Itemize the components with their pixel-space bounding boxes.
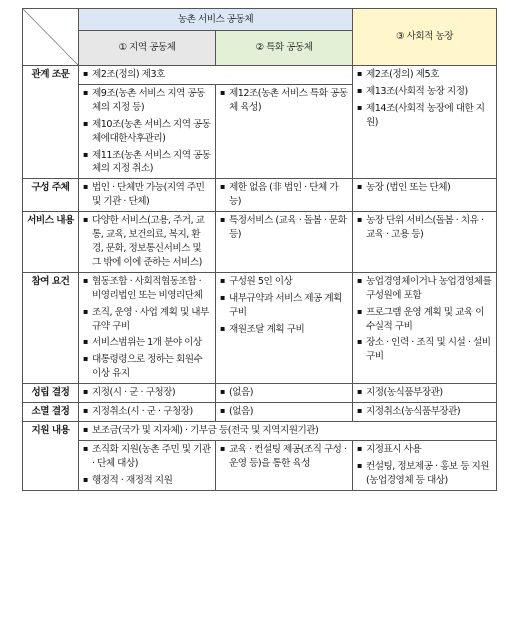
row-revoke <box>23 403 497 422</box>
cell-service-c1 <box>79 212 216 273</box>
bullet-item: ▪ 다양한 서비스(고용, 주거, 교통, 교육, 보건의료, 복지, 환경, 문화, 정보통신서비스 및 그 밖에 이에 준하는 서비스) <box>83 214 211 270</box>
row-support-shared <box>23 421 497 440</box>
bullet-item: ▪ 내부규약과 서비스 제공 계획 구비 <box>220 292 348 320</box>
cell-designate-c1 <box>79 384 216 403</box>
bullet-list <box>357 443 492 488</box>
bullet-list <box>220 405 348 419</box>
bullet-list <box>220 275 348 337</box>
bullet-list <box>220 386 348 400</box>
bullet-item: ▪ 구성원 5인 이상 <box>220 275 348 289</box>
bullet-item: ▪ 서비스범위는 1개 분야 이상 <box>83 336 211 350</box>
col3-header: ③ 사회적 농장 <box>353 9 497 66</box>
bullet-list <box>83 181 211 209</box>
row-label-designate: 성립 결정 <box>23 384 79 403</box>
bullet-item: ▪ 제10조(농촌 서비스 지역 공동체에대한사후관리) <box>83 118 211 146</box>
cell-support-shared <box>79 421 497 440</box>
bullet-item: ▪ 지정(시 · 군 · 구청장) <box>83 386 211 400</box>
cell-support-c3 <box>353 440 497 490</box>
col2-header: ② 특화 공동체 <box>216 31 353 66</box>
bullet-item: ▪ 법인 · 단체만 가능(지역 주민 및 기관 · 단체) <box>83 181 211 209</box>
bullet-item: ▪ (없음) <box>220 386 348 400</box>
cell-designate-c3 <box>353 384 497 403</box>
bullet-list <box>357 405 492 419</box>
cell-legal-shared <box>79 66 353 85</box>
row-label-requirements: 참여 요건 <box>23 272 79 383</box>
row-service <box>23 212 497 273</box>
bullet-item: ▪ 조직화 지원(농촌 주민 및 기관 · 단체 대상) <box>83 443 211 471</box>
bullet-item: ▪ 지정(농식품부장관) <box>357 386 492 400</box>
bullet-list <box>83 405 211 419</box>
row-label-legal: 관계 조문 <box>23 66 79 179</box>
bullet-list <box>357 181 492 195</box>
cell-service-c3 <box>353 212 497 273</box>
cell-req-c3 <box>353 272 497 383</box>
bullet-item: ▪ 제한 없음 (非 법인 · 단체 가능) <box>220 181 348 209</box>
bullet-item: ▪ 제13조(사회적 농장 지정) <box>357 85 492 99</box>
cell-entity-c1 <box>79 179 216 212</box>
row-legal-shared <box>23 66 497 85</box>
row-label-entity: 구성 주체 <box>23 179 79 212</box>
bullet-item: ▪ 제12조(농촌 서비스 특화 공동체 육성) <box>220 87 348 115</box>
cell-support-c1 <box>79 440 216 490</box>
cell-req-c2 <box>216 272 353 383</box>
row-requirements <box>23 272 497 383</box>
bullet-item: ▪ 지정취소(농식품부장관) <box>357 405 492 419</box>
corner-cell <box>23 9 79 66</box>
bullet-list <box>83 424 492 438</box>
bullet-list <box>83 214 211 270</box>
cell-entity-c3 <box>353 179 497 212</box>
comparison-table <box>22 8 497 491</box>
bullet-item: ▪ 장소 · 인력 · 조직 및 시설 · 설비 구비 <box>357 336 492 364</box>
row-label-revoke: 소멸 결정 <box>23 403 79 422</box>
bullet-list <box>220 87 348 115</box>
bullet-list <box>357 68 492 130</box>
bullet-list <box>220 443 348 471</box>
cell-support-c2 <box>216 440 353 490</box>
bullet-list <box>357 275 492 364</box>
bullet-list <box>83 275 211 381</box>
bullet-list <box>220 181 348 209</box>
row-label-support: 지원 내용 <box>23 421 79 490</box>
bullet-item: ▪ 지정취소(시 · 군 · 구청장) <box>83 405 211 419</box>
bullet-item: ▪ 제14조(사회적 농장에 대한 지원) <box>357 102 492 130</box>
bullet-list <box>83 68 348 82</box>
bullet-item: ▪ 보조금(국가 및 지자체) · 기부금 등(전국 및 지역지원기관) <box>83 424 492 438</box>
bullet-item: ▪ (없음) <box>220 405 348 419</box>
bullet-item: ▪ 제2조(정의) 제5호 <box>357 68 492 82</box>
bullet-item: ▪ 조직, 운영 · 사업 계획 및 내부규약 구비 <box>83 306 211 334</box>
bullet-list <box>83 386 211 400</box>
bullet-item: ▪ 농장 (법인 또는 단체) <box>357 181 492 195</box>
bullet-item: ▪ 행정적 · 재정적 지원 <box>83 474 211 488</box>
cell-legal-c3 <box>353 66 497 179</box>
bullet-item: ▪ 재원조달 계획 구비 <box>220 323 348 337</box>
bullet-item: ▪ 협동조합 · 사회적협동조합 · 비영리법인 또는 비영리단체 <box>83 275 211 303</box>
bullet-item: ▪ 제11조(농촌 서비스 지역 공동체의 지정 취소) <box>83 149 211 177</box>
cell-revoke-c2 <box>216 403 353 422</box>
col1-header: ① 지역 공동체 <box>79 31 216 66</box>
bullet-item: ▪ 농장 단위 서비스(돌봄 · 치유 · 교육 · 고용 등) <box>357 214 492 242</box>
bullet-item: ▪ 대통령령으로 정하는 회원수 이상 유지 <box>83 353 211 381</box>
row-support <box>23 440 497 490</box>
row-label-service: 서비스 내용 <box>23 212 79 273</box>
bullet-item: ▪ 지정표시 사용 <box>357 443 492 457</box>
bullet-item: ▪ 특정서비스 (교육 · 돌봄 · 문화 등) <box>220 214 348 242</box>
row-entity <box>23 179 497 212</box>
bullet-item: ▪ 제9조(농촌 서비스 지역 공동체의 지정 등) <box>83 87 211 115</box>
bullet-item: ▪ 농업경영체이거나 농업경영체를 구성원에 포함 <box>357 275 492 303</box>
bullet-list <box>220 214 348 242</box>
bullet-item: ▪ 제2조(정의) 제3호 <box>83 68 348 82</box>
cell-legal-c2 <box>216 84 353 178</box>
cell-req-c1 <box>79 272 216 383</box>
cell-revoke-c3 <box>353 403 497 422</box>
cell-revoke-c1 <box>79 403 216 422</box>
bullet-list <box>83 443 211 488</box>
group-header: 농촌 서비스 공동체 <box>79 9 353 31</box>
bullet-item: ▪ 교육 · 컨설팅 제공(조직 구성 · 운영 등)을 통한 육성 <box>220 443 348 471</box>
row-designate <box>23 384 497 403</box>
cell-designate-c2 <box>216 384 353 403</box>
cell-service-c2 <box>216 212 353 273</box>
bullet-list <box>357 386 492 400</box>
cell-legal-c1 <box>79 84 216 178</box>
header-row-1 <box>23 9 497 31</box>
cell-entity-c2 <box>216 179 353 212</box>
bullet-item: ▪ 프로그램 운영 계획 및 교육 이수실적 구비 <box>357 306 492 334</box>
bullet-list <box>83 87 211 176</box>
bullet-list <box>357 214 492 242</box>
bullet-item: ▪ 컨설팅, 정보제공 · 홍보 등 지원(농업경영체 등 대상) <box>357 460 492 488</box>
